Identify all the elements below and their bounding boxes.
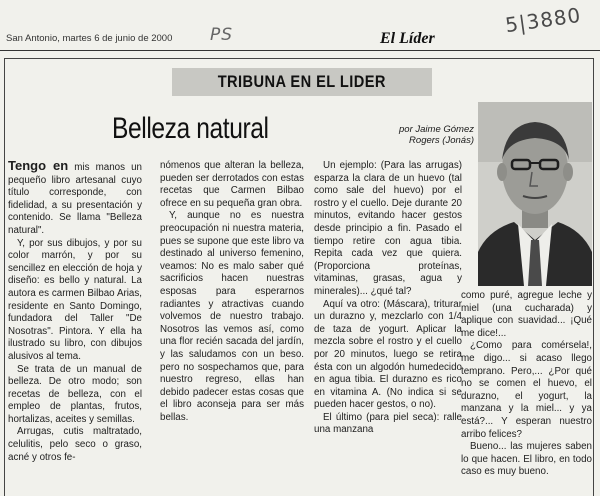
article-column-1 [8,160,142,464]
article-paragraph: Y, por sus dibujos, y por su color marrón, y por su sencillez en elección de hoja y diseño: es bello y natural. La autora es carmen Bilbao Arias, residente en Santo Domingo, fundadora del Taller "De Nosotras". Pintora. Y ella ha ilustrado su libro, con dibujos alusivos al tema. [8,237,142,362]
article-paragraph: nómenos que alteran la belleza, pueden ser derrotados con estas recetas que Carmen Bilbao ofrece en su pequeña gran obra. [160,160,304,209]
article-column-4 [461,290,592,479]
masthead: El Líder [380,30,435,47]
article-paragraph: Bueno... las mujeres saben lo que hacen. El libro, en todo caso es muy bueno. [461,441,592,478]
article-paragraph: ¿Como para comérsela!, me digo... si acaso llego temprano. Pero,... ¿Por qué no se comen el huevo, el durazno, el yogurt, la manzana y la miel... y ya está?... Y esperan nuestro arribo felices? [461,340,592,440]
author-photo [478,102,592,286]
article-paragraph: Se trata de un manual de belleza. De otro modo; son recetas de belleza, con el empleo de plantas, frutos, hortalizas, aceites y semillas. [8,363,142,425]
lead-words: Tengo en [8,158,69,173]
byline-pseudonym: Rogers (Jonás) [409,135,474,146]
section-banner-text: TRIBUNA EN EL LIDER [217,72,387,91]
dateline: San Antonio, martes 6 de junio de 2000 [6,33,173,44]
article-paragraph: Un ejemplo: (Para las arrugas) esparza la clara de un huevo (tal como sale del huevo) por el rostro y el cuello. Deje durante 20 minutos, evitando hacer gestos desde principio a fin. Pasado el tiempo retire con agua tibia. Repita cada vez que quiera. (Proporciona proteínas, vitaminas, grasas, agua y minerales)... ¿qué tal? [314,160,462,297]
article-column-2 [160,160,304,424]
article-paragraph: Y, aunque no es nuestra preocupación ni nuestra materia, pues se supone que este libro va destinado al universo femenino, veamos: No es malo saber qué sacrificios hacen nuestras esposas para esperarnos radiantes y atractivas cuando volvemos de nuestro trabajo. Nosotros las vemos así, como una flor recién sacada del jardín, y las saludamos con un beso. pero no sospechamos que, para nuestro regreso, ellas han debido padecer estas cosas que el libro aconseja para ser más bellas. [160,210,304,423]
archive-stamp: 5|3880 [503,2,583,38]
article-paragraph: como puré, agregue leche y miel (una cucharada) y aplique con suavidad... ¡Qué me dice!... [461,290,592,339]
handwritten-mark: PS [210,25,234,45]
article-paragraph: Arrugas, cutis maltratado, celulitis, pelo seco o graso, acné y otros fe- [8,426,142,463]
article-paragraph [8,160,142,238]
article-paragraph: El último (para piel seca): ralle una manzana [314,411,462,436]
paragraph-text: mis manos un pequeño libro artesanal cuyo título corresponde, con fidelidad, a su presentación y contenido. Se llama "Belleza natural". [8,162,142,236]
article-title: Belleza natural [112,112,269,145]
article-column-3 [314,160,462,437]
byline-author: por Jaime Gómez [399,124,474,135]
section-banner [172,68,432,96]
byline [372,124,474,146]
article-paragraph: Aquí va otro: (Máscara), triturar un durazno y, mezclarlo con 1/4 de taza de yogurt. Aplicar la mezcla sobre el rostro y el cuello por 20 minutos, luego se retira ésta con un algodón humedecido en agua tibia. El durazno es rico en vitamina A. (No indica si se pueden hacer gestos, o no). [314,298,462,411]
header-rule [0,50,600,51]
